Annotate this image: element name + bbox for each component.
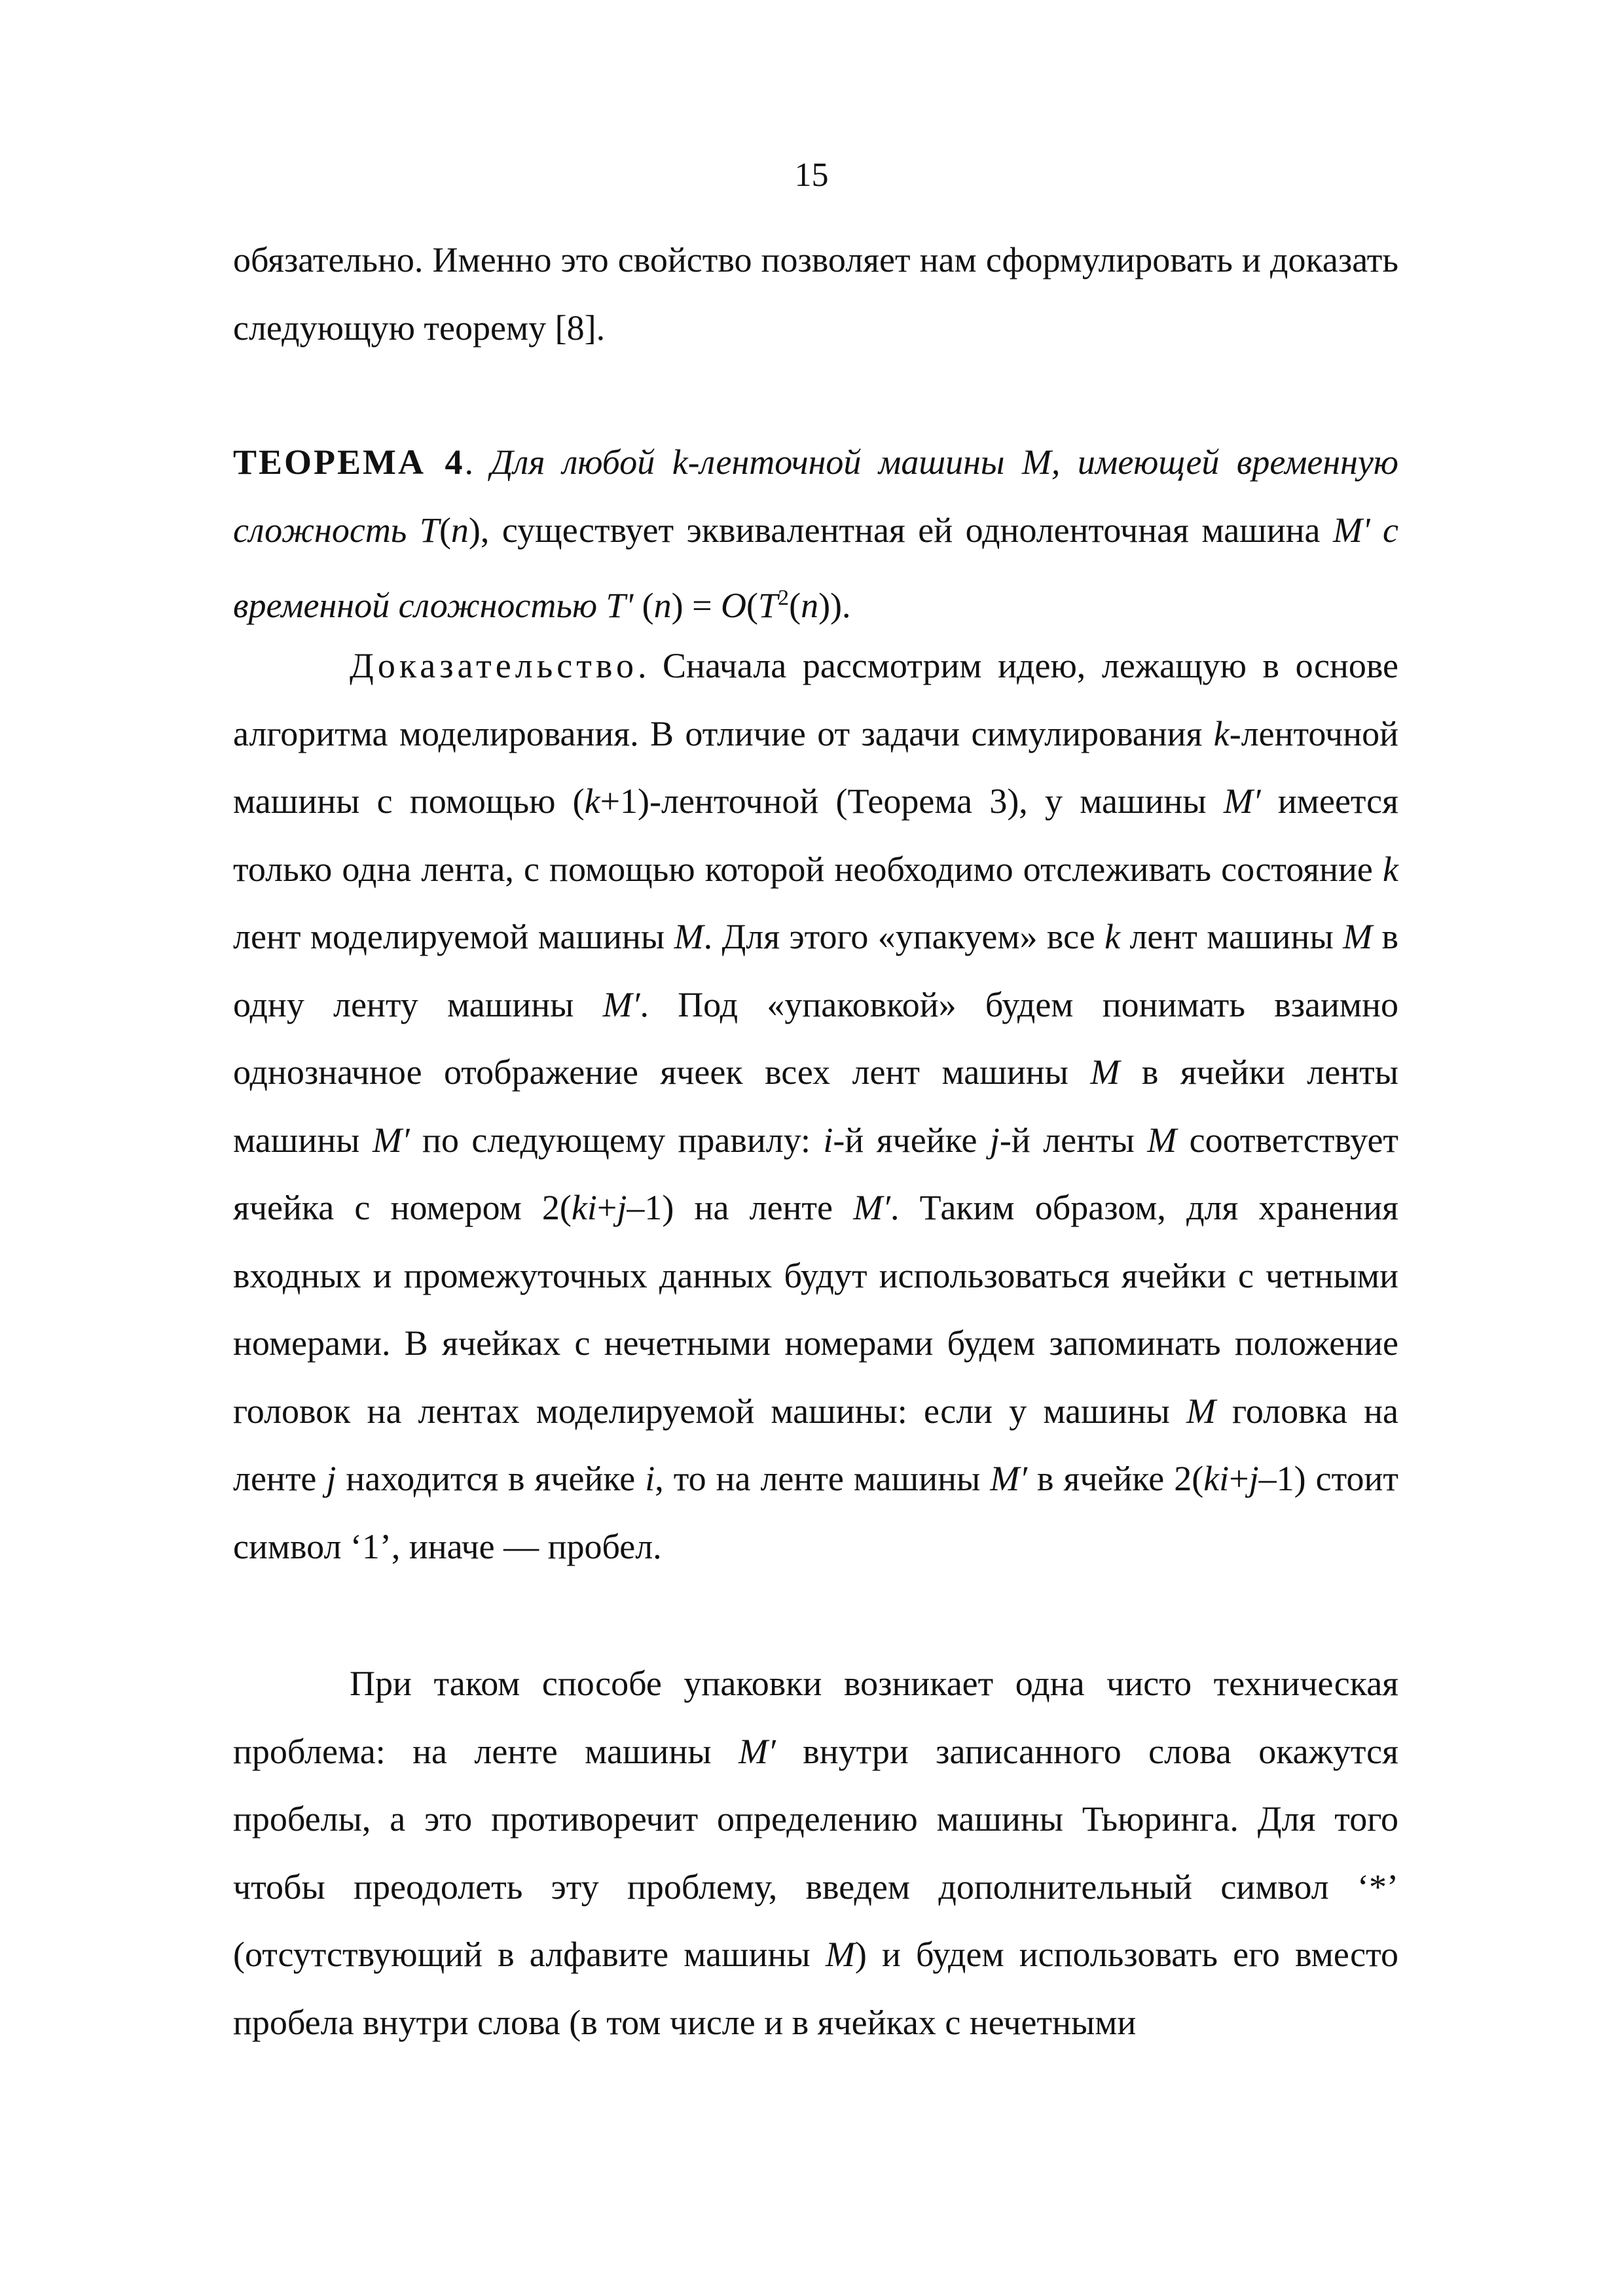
theorem-title: ТЕОРЕМА 4 <box>233 442 465 482</box>
theorem-block <box>233 429 1398 640</box>
second-paragraph-text: При таком способе упаковки возникает одна чисто техническая проблема: на ленте машины M′ внутри записанного слова окажутся пробелы, а это противоречит определению машины Тьюринга. Для того чтобы преодолеть эту проблему, введем дополнительный символ ‘*’ (отсутствующий в алфавите машины M) и будем использовать его вместо пробела внутри слова (в том числе и в ячейках с нечетными <box>233 1664 1398 2042</box>
proof-paragraph <box>233 632 1398 1581</box>
proof-label: Доказательство <box>350 646 638 685</box>
proof-text: Доказательство. Сначала рассмотрим идею, лежащую в основе алгоритма моделирования. В отличие от задачи симулирования k-ленточной машины с помощью (k+1)-ленточной (Теорема 3), у машины M′ имеется только одна лента, с помощью которой необходимо отслеживать состояние k лент моделируемой машины M. Для этого «упакуем» все k лент машины M в одну ленту машины M′. Под «упаковкой» будем понимать взаимно однозначное отображение ячеек всех лент машины M в ячейки ленты машины M′ по следующему правилу: i-й ячейке j-й ленты M соответствует ячейка с номером 2(ki+j–1) на ленте M′. Таким образом, для хранения входных и промежуточных данных будут использоваться ячейки с четными номерами. В ячейках с нечетными номерами будем запоминать положение головок на лентах моделируемой машины: если у машины M головка на ленте j находится в ячейке i, то на ленте машины M′ в ячейке 2(ki+j–1) стоит символ ‘1’, иначе — пробел. <box>233 646 1399 1566</box>
theorem-separator: . <box>464 442 491 482</box>
theorem-statement <box>233 429 1398 640</box>
intro-text: обязательно. Именно это свойство позволяет нам сформулировать и доказать следующую теорему [8]. <box>233 240 1398 348</box>
second-paragraph <box>233 1650 1398 2056</box>
intro-paragraph <box>233 226 1398 362</box>
page-number: 15 <box>794 156 829 194</box>
theorem-text: Для любой k-ленточной машины M, имеющей временную сложность T(n), существует эквивалентная ей одноленточная машина M' с временной сложностью T' $(n) = O(T^2(n))$. <box>233 442 1399 625</box>
